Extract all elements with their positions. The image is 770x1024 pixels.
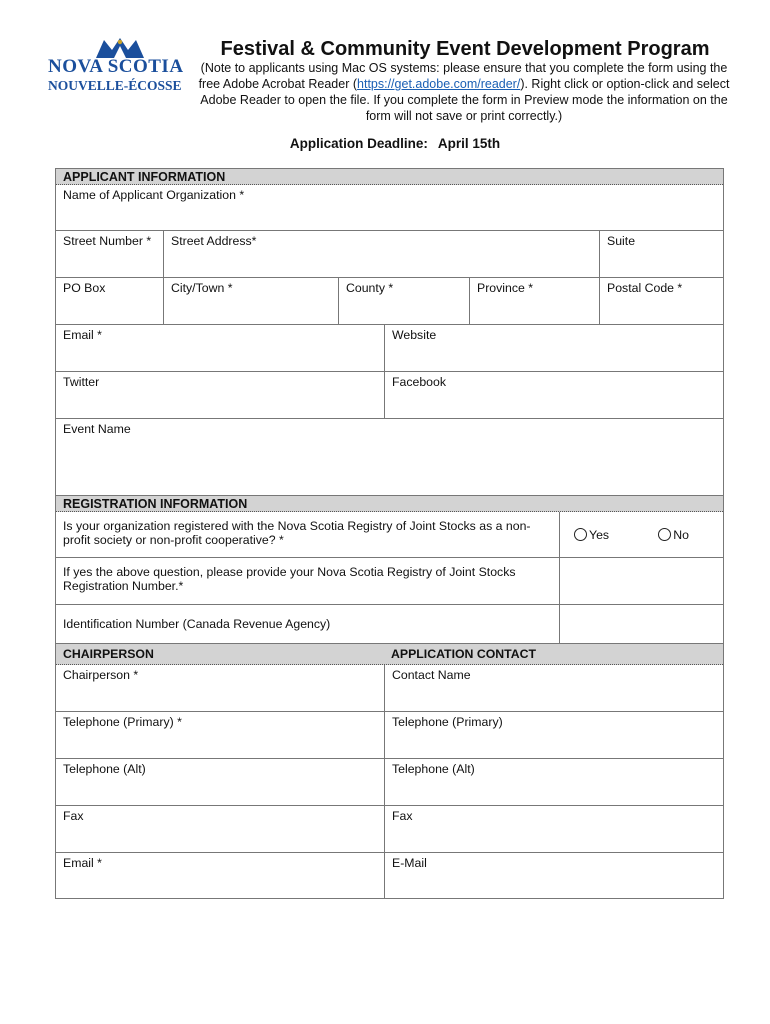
website-field[interactable]: Website xyxy=(384,325,723,371)
po-box-field[interactable]: PO Box xyxy=(63,281,106,295)
contact-email-row xyxy=(56,852,723,898)
chair-email-field[interactable]: Email * xyxy=(63,856,102,870)
radio-circle-icon xyxy=(574,528,587,541)
tel-alt-row xyxy=(56,758,723,805)
chair-tel-alt-field[interactable]: Telephone (Alt) xyxy=(63,762,146,776)
chair-fax-field[interactable]: Fax xyxy=(63,809,84,823)
postal-code-field[interactable]: Postal Code * xyxy=(599,278,723,324)
social-row xyxy=(56,371,723,418)
section-header-chairperson: CHAIRPERSON xyxy=(63,647,154,661)
contact-name-field[interactable]: Contact Name xyxy=(384,665,723,711)
registration-header-row xyxy=(56,495,723,512)
reg-number-input[interactable] xyxy=(559,558,723,604)
application-deadline: Application Deadline: April 15th xyxy=(289,136,501,151)
county-field[interactable]: County * xyxy=(338,278,469,324)
no-radio[interactable]: No xyxy=(658,528,689,542)
event-name-row xyxy=(56,418,723,495)
cra-number-row xyxy=(56,604,723,643)
registration-radio-group xyxy=(559,512,723,557)
org-name-row xyxy=(56,185,723,230)
reg-number-label: If yes the above question, please provide your Nova Scotia Registry of Joint Stocks Registration Number.* xyxy=(63,565,516,593)
street-address-field[interactable]: Street Address* xyxy=(163,231,599,277)
reg-number-row xyxy=(56,557,723,604)
nova-scotia-logo xyxy=(46,36,186,96)
tel-primary-row xyxy=(56,711,723,758)
chairperson-name-field[interactable]: Chairperson * xyxy=(63,668,139,682)
registration-question-row xyxy=(56,512,723,557)
section-header-applicant: APPLICANT INFORMATION xyxy=(56,169,723,185)
province-field[interactable]: Province * xyxy=(469,278,599,324)
org-name-field[interactable]: Name of Applicant Organization * xyxy=(63,188,245,202)
street-number-field[interactable]: Street Number * xyxy=(63,234,152,248)
location-row xyxy=(56,277,723,324)
section-header-registration: REGISTRATION INFORMATION xyxy=(56,496,723,512)
application-form xyxy=(55,168,724,899)
email-field[interactable]: Email * xyxy=(63,328,102,342)
logo-text-french: NOUVELLE-ÉCOSSE xyxy=(48,78,182,93)
contact-name-row xyxy=(56,665,723,711)
event-name-field[interactable]: Event Name xyxy=(63,422,131,436)
mac-os-note: (Note to applicants using Mac OS systems: please ensure that you complete the form using the free Adobe Acrobat Reader (https://get.adobe.com/reader/). Right click or option-click and select Adobe Reader to open the file. If you complete the form in Preview mode the information on the form will not save or print correctly.) xyxy=(198,61,730,123)
twitter-field[interactable]: Twitter xyxy=(63,375,100,389)
cra-number-input[interactable] xyxy=(559,605,723,643)
yes-radio[interactable]: Yes xyxy=(574,528,609,542)
suite-field[interactable]: Suite xyxy=(599,231,723,277)
contact-fax-field[interactable]: Fax xyxy=(384,806,723,852)
address-row xyxy=(56,230,723,277)
contact-tel-primary-field[interactable]: Telephone (Primary) xyxy=(384,712,723,758)
cra-number-label: Identification Number (Canada Revenue Agency) xyxy=(63,617,331,631)
section-header-contact: APPLICATION CONTACT xyxy=(391,647,537,661)
logo-text-english: NOVA SCOTIA xyxy=(48,56,184,77)
contacts-header-row xyxy=(56,643,723,665)
city-field[interactable]: City/Town * xyxy=(163,278,338,324)
adobe-reader-link[interactable]: https://get.adobe.com/reader/ xyxy=(357,77,521,91)
page-title: Festival & Community Event Development Program xyxy=(220,38,710,60)
registration-question: Is your organization registered with the Nova Scotia Registry of Joint Stocks as a non-profit society or non-profit cooperative? * xyxy=(63,519,531,547)
contact-email-field[interactable]: E-Mail xyxy=(384,853,723,898)
contact-tel-alt-field[interactable]: Telephone (Alt) xyxy=(384,759,723,805)
radio-circle-icon xyxy=(658,528,671,541)
chair-tel-primary-field[interactable]: Telephone (Primary) * xyxy=(63,715,182,729)
facebook-field[interactable]: Facebook xyxy=(384,372,723,418)
fax-row xyxy=(56,805,723,852)
email-website-row xyxy=(56,324,723,371)
